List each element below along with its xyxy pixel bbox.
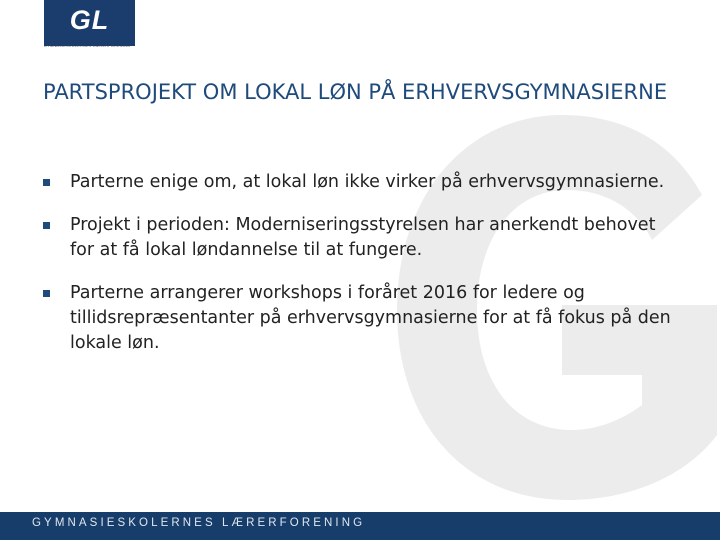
list-item [43,281,683,356]
square-bullet-icon [43,222,50,229]
bullet-text: Parterne arrangerer workshops i foråret 2016 for ledere og tillidsrepræsentanter på erhvervsgymnasierne for at få fokus på den lokale løn. [70,283,671,353]
footer-text: GYMNASIESKOLERNES LÆRERFORENING [32,517,366,529]
bullet-list [43,170,683,374]
bullet-text: Projekt i perioden: Moderniseringsstyrelsen har anerkendt behovet for at få lokal løndannelse til at fungere. [70,215,656,260]
footer-bar [0,512,720,540]
list-item [43,170,683,195]
gl-logo [44,0,135,46]
logo-subtitle: GYMNASIESKOLERNES LÆRERFORENING [44,44,131,48]
logo-text: GL [69,5,110,35]
bullet-text: Parterne enige om, at lokal løn ikke virker på erhvervsgymnasierne. [70,172,665,192]
slide-title: PARTSPROJEKT OM LOKAL LØN PÅ ERHVERVSGYMNASIERNE [43,80,668,104]
square-bullet-icon [43,179,50,186]
list-item [43,213,683,263]
square-bullet-icon [43,290,50,297]
